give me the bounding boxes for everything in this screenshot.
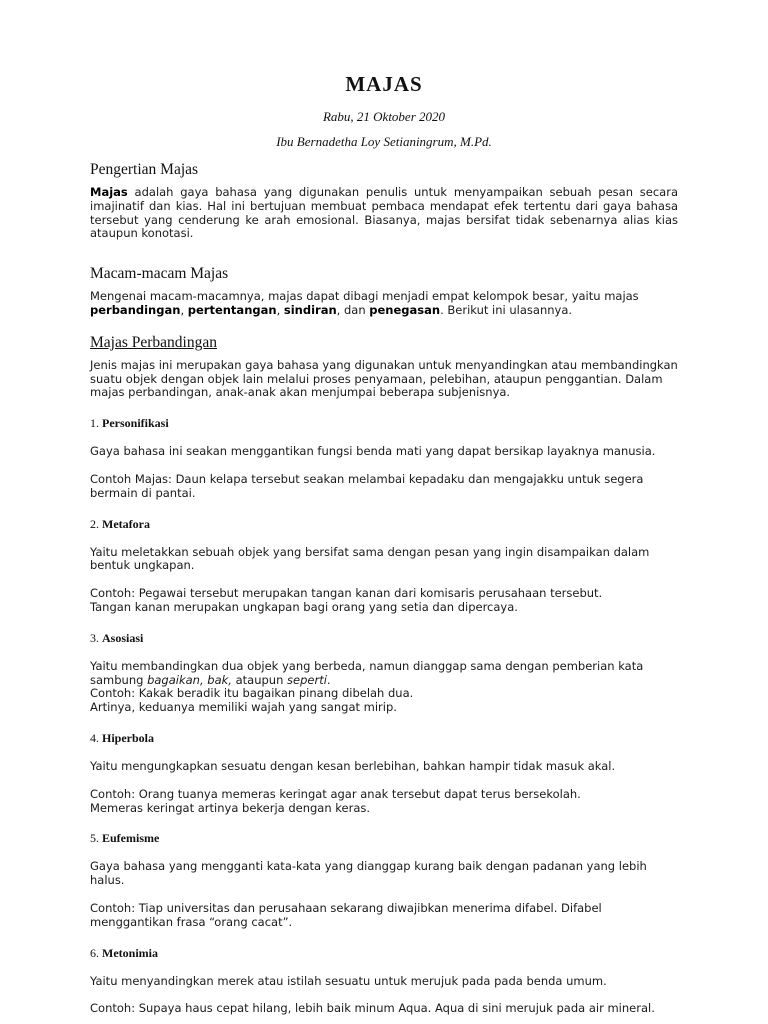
pengertian-text: adalah gaya bahasa yang digunakan penulis untuk menyampaikan sebuah pesan secara imajinatif dan kias. Hal ini bertujuan membuat pembaca mendapat efek tertentu dari gaya bahasa tersebut yang cenderung ke arah emosional. Biasanya, majas bersifat tidak sebenarnya alias kias ataupun konotasi. <box>90 185 678 241</box>
item-heading-personifikasi <box>90 416 678 431</box>
section-heading-pengertian: Pengertian Majas <box>90 161 199 178</box>
item-example: Contoh: Pegawai tersebut merupakan tangan kanan dari komisaris perusahaan tersebut. <box>90 586 603 601</box>
item-description: Yaitu mengungkapkan sesuatu dengan kesan berlebihan, bahkan hampir tidak masuk akal. <box>90 758 616 773</box>
macam-intro: Mengenai macam-macamnya, majas dapat dibagi menjadi empat kelompok besar, yaitu majas <box>90 289 639 304</box>
item-description: Yaitu menyandingkan merek atau istilah sesuatu untuk merujuk pada pada benda umum. <box>90 973 607 988</box>
item-name: Metonimia <box>102 945 158 960</box>
desc-italic: bagaikan, bak, <box>147 672 232 687</box>
section-heading-macam: Macam-macam Majas <box>90 265 229 283</box>
item-number: 3. <box>90 630 99 645</box>
item-name: Eufemisme <box>102 831 160 846</box>
item-name: Asosiasi <box>102 630 144 645</box>
item-description: Yaitu meletakkan sebuah objek yang bersifat sama dengan pesan yang ingin disampaikan dalam bentuk ungkapan. <box>90 544 650 573</box>
document-title: MAJAS <box>345 72 423 96</box>
keyword-pertentangan: pertentangan <box>187 302 277 317</box>
item-example: Contoh: Tiap universitas dan perusahaan sekarang diwajibkan menerima difabel. Difabel menggantikan frasa “orang cacat”. <box>90 900 602 929</box>
keyword-sindiran: sindiran <box>283 302 337 317</box>
desc-italic: seperti <box>287 672 327 687</box>
desc-part: ataupun <box>231 672 288 687</box>
item-number: 1. <box>90 416 99 431</box>
item-heading-eufemisme <box>90 831 678 846</box>
paragraph-macam <box>90 290 678 318</box>
document-content <box>90 62 678 1016</box>
item-number: 6. <box>90 945 99 960</box>
item-example: Contoh: Supaya haus cepat hilang, lebih baik minum Aqua. Aqua di sini merujuk pada air mineral. <box>90 1001 655 1016</box>
item-heading-hiperbola <box>90 731 678 746</box>
item-number: 2. <box>90 516 99 531</box>
item-description: Gaya bahasa yang mengganti kata-kata yang dianggap kurang baik dengan padanan yang lebih halus. <box>90 859 647 888</box>
macam-sep: , <box>180 302 188 317</box>
item-example: Contoh: Kakak beradik itu bagaikan pinang dibelah dua. <box>90 686 414 701</box>
item-heading-asosiasi <box>90 631 678 646</box>
item-number: 4. <box>90 730 99 745</box>
desc-part: Yaitu membandingkan dua objek yang berbeda, namun dianggap sama dengan pemberian kata sambung <box>90 658 644 687</box>
lead-word: Majas <box>90 185 128 199</box>
paragraph-perbandingan: Jenis majas ini merupakan gaya bahasa yang digunakan untuk menyandingkan atau membandingkan suatu objek dengan objek lain melalui proses penyamaan, pelebihan, ataupun penggantian. Dalam majas perbandingan, anak-anak akan menjumpai beberapa subjenisnya. <box>90 357 678 400</box>
section-heading-perbandingan: Majas Perbandingan <box>90 333 217 351</box>
macam-outro: . Berikut ini ulasannya. <box>440 302 573 317</box>
item-example: Contoh Majas: Daun kelapa tersebut seakan melambai kepadaku dan mengajakku untuk segera bermain di pantai. <box>90 471 644 500</box>
macam-sep: , <box>276 302 284 317</box>
item-example-note: Tangan kanan merupakan ungkapan bagi orang yang setia dan dipercaya. <box>90 599 518 614</box>
item-example-note: Memeras keringat artinya bekerja dengan keras. <box>90 800 371 815</box>
item-number: 5. <box>90 831 99 846</box>
item-description: Gaya bahasa ini seakan menggantikan fungsi benda mati yang dapat bersikap layaknya manusia. <box>90 444 656 459</box>
item-example-note: Artinya, keduanya memiliki wajah yang sangat mirip. <box>90 700 397 715</box>
item-description <box>90 660 678 688</box>
item-name: Hiperbola <box>102 730 155 745</box>
macam-sep: , dan <box>336 302 370 317</box>
item-heading-metafora <box>90 517 678 532</box>
item-example: Contoh: Orang tuanya memeras keringat agar anak tersebut dapat terus bersekolah. <box>90 786 581 801</box>
desc-part: . <box>326 672 331 687</box>
keyword-perbandingan: perbandingan <box>90 302 181 317</box>
item-heading-metonimia <box>90 946 678 961</box>
item-name: Personifikasi <box>102 416 169 431</box>
document-author: Ibu Bernadetha Loy Setianingrum, M.Pd. <box>276 134 492 149</box>
item-name: Metafora <box>102 516 150 531</box>
paragraph-pengertian <box>90 186 678 241</box>
document-date: Rabu, 21 Oktober 2020 <box>322 109 446 124</box>
keyword-penegasan: penegasan <box>369 302 441 317</box>
